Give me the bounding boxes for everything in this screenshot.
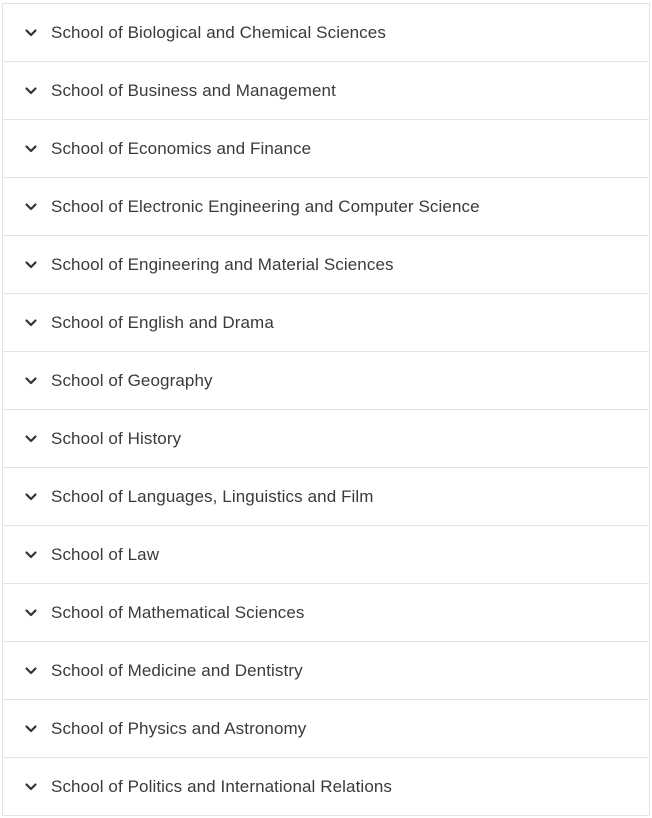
accordion-item-label: School of Physics and Astronomy xyxy=(51,718,307,738)
accordion-item-label: School of Economics and Finance xyxy=(51,138,312,158)
chevron-down-icon xyxy=(24,490,38,504)
chevron-down-icon xyxy=(24,432,38,446)
accordion-item-label: School of Politics and International Relations xyxy=(51,776,393,796)
accordion-item-history[interactable] xyxy=(3,410,649,468)
accordion-item-label: School of Geography xyxy=(51,370,213,390)
chevron-down-icon xyxy=(24,780,38,794)
accordion-item-medicine-dentistry[interactable] xyxy=(3,642,649,700)
accordion-item-label: School of Biological and Chemical Sciences xyxy=(51,22,386,42)
chevron-down-icon xyxy=(24,316,38,330)
accordion-item-business-management[interactable] xyxy=(3,62,649,120)
accordion-item-electronic-engineering-computer-science[interactable] xyxy=(3,178,649,236)
accordion-item-economics-finance[interactable] xyxy=(3,120,649,178)
accordion-item-politics-international-relations[interactable] xyxy=(3,758,649,816)
accordion-item-label: School of Electronic Engineering and Computer Science xyxy=(51,196,480,216)
accordion-item-mathematical-sciences[interactable] xyxy=(3,584,649,642)
accordion-item-label: School of Languages, Linguistics and Film xyxy=(51,486,374,506)
chevron-down-icon xyxy=(24,200,38,214)
chevron-down-icon xyxy=(24,26,38,40)
chevron-down-icon xyxy=(24,548,38,562)
accordion-item-physics-astronomy[interactable] xyxy=(3,700,649,758)
accordion-item-label: School of Business and Management xyxy=(51,80,336,100)
accordion-item-label: School of History xyxy=(51,428,182,448)
chevron-down-icon xyxy=(24,606,38,620)
accordion-item-law[interactable] xyxy=(3,526,649,584)
accordion-item-biological-chemical-sciences[interactable] xyxy=(3,4,649,62)
school-accordion xyxy=(2,3,650,816)
chevron-down-icon xyxy=(24,258,38,272)
chevron-down-icon xyxy=(24,84,38,98)
chevron-down-icon xyxy=(24,142,38,156)
accordion-item-label: School of English and Drama xyxy=(51,312,274,332)
accordion-item-engineering-material-sciences[interactable] xyxy=(3,236,649,294)
accordion-item-geography[interactable] xyxy=(3,352,649,410)
accordion-item-label: School of Mathematical Sciences xyxy=(51,602,305,622)
chevron-down-icon xyxy=(24,722,38,736)
chevron-down-icon xyxy=(24,664,38,678)
accordion-item-english-drama[interactable] xyxy=(3,294,649,352)
accordion-item-label: School of Law xyxy=(51,544,160,564)
chevron-down-icon xyxy=(24,374,38,388)
accordion-item-languages-linguistics-film[interactable] xyxy=(3,468,649,526)
accordion-item-label: School of Engineering and Material Sciences xyxy=(51,254,394,274)
accordion-item-label: School of Medicine and Dentistry xyxy=(51,660,303,680)
